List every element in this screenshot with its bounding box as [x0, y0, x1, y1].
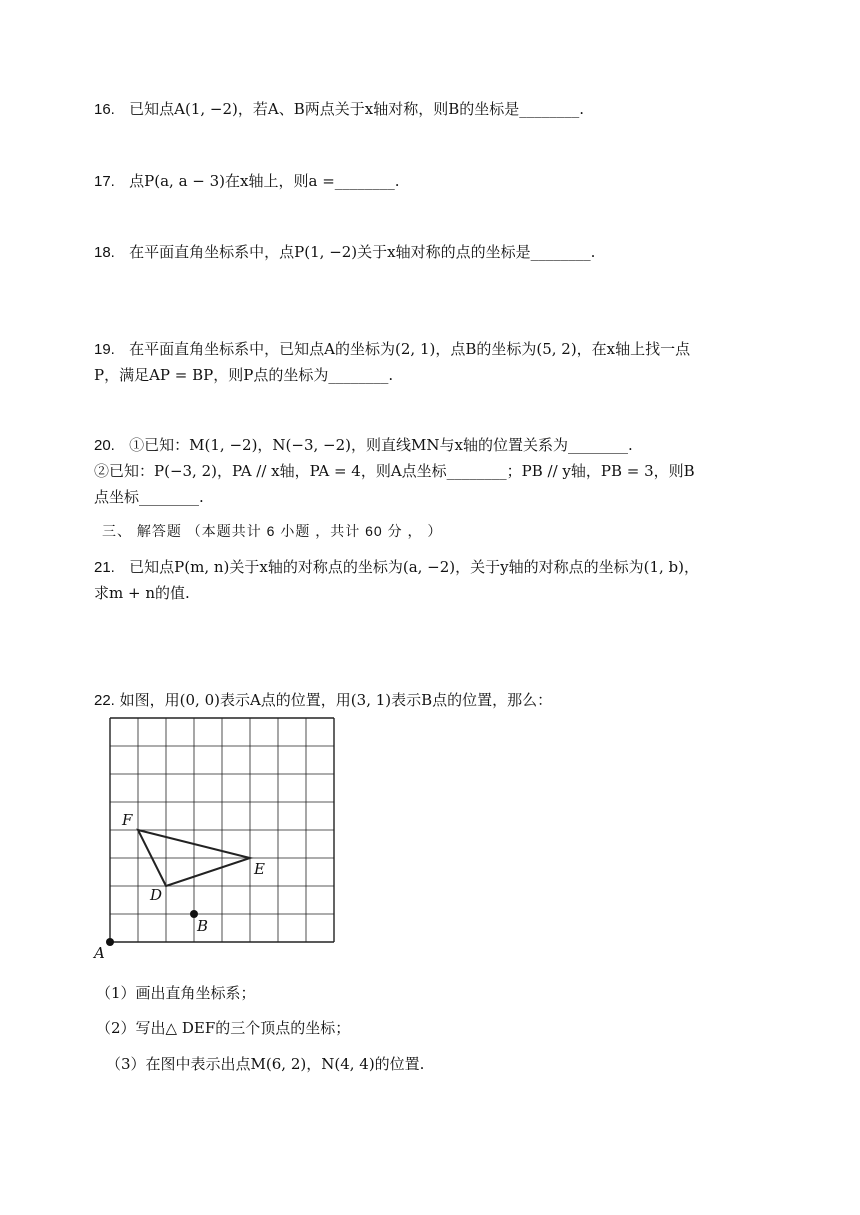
question-text-line2: 求m + n的值.: [94, 584, 190, 602]
question-text-line2: P，满足AP = BP，则P点的坐标为________.: [94, 366, 394, 384]
question-19: [94, 338, 690, 359]
question-number: 18.: [94, 244, 115, 261]
question-16: [94, 98, 584, 119]
question-22: [94, 689, 552, 710]
question-text: 如图，用(0, 0)表示A点的位置，用(3, 1)表示B点的位置，那么：: [119, 691, 553, 709]
question-text: 已知点A(1, −2)，若A、B两点关于x轴对称，则B的坐标是________.: [129, 100, 585, 118]
point-a-dot: [106, 938, 114, 946]
label-f: F: [122, 811, 133, 829]
question-20-part2-cont: [94, 486, 204, 507]
question-text-line2: ②已知：P(−3, 2)，PA // x轴，PA = 4，则A点坐标________；PB // y轴，PB = 3，则B: [94, 462, 695, 480]
question-number: 16.: [94, 101, 115, 118]
label-e: E: [254, 860, 265, 878]
question-number: 22.: [94, 692, 115, 709]
question-21-cont: [94, 582, 190, 603]
question-20: [94, 434, 633, 455]
label-b: B: [197, 917, 209, 935]
question-text-line1: 在平面直角坐标系中，已知点A的坐标为(2, 1)，点B的坐标为(5, 2)，在x轴上找一点: [129, 340, 691, 358]
grid-figure: [92, 710, 342, 960]
figure-labels: [92, 811, 265, 960]
question-text: 在平面直角坐标系中，点P(1, −2)关于x轴对称的点的坐标是________.: [129, 243, 596, 261]
question-20-part2: [94, 460, 695, 481]
question-21: [94, 556, 699, 577]
grid-svg: [92, 710, 342, 960]
question-17: [94, 170, 400, 191]
grid-lines: [110, 718, 334, 942]
question-text-line3: 点坐标________.: [94, 488, 204, 506]
question-text-line1: ①已知：M(1, −2)，N(−3, −2)，则直线MN与x轴的位置关系为________.: [129, 436, 633, 454]
question-text: 点P(a, a − 3)在x轴上，则a =________.: [129, 172, 400, 190]
question-22-sub2: （2）写出△ DEF的三个顶点的坐标；: [96, 1019, 351, 1037]
question-18: [94, 241, 595, 262]
question-22-sub1: （1）画出直角坐标系；: [96, 984, 256, 1002]
question-text-line1: 已知点P(m, n)关于x轴的对称点的坐标为(a, −2)，关于y轴的对称点的坐标为(1, b)，: [129, 558, 700, 576]
figure-shapes: [106, 830, 250, 946]
question-number: 21.: [94, 559, 115, 576]
question-22-sub3: （3）在图中表示出点M(6, 2)，N(4, 4)的位置.: [106, 1055, 425, 1073]
question-19-cont: [94, 364, 393, 385]
label-a: A: [94, 944, 105, 960]
question-number: 19.: [94, 341, 115, 358]
section-heading: 三、 解答题 （本题共计 6 小题 ，共计 60 分 ， ）: [102, 523, 443, 539]
question-number: 17.: [94, 173, 115, 190]
label-d: D: [150, 886, 163, 904]
question-number: 20.: [94, 437, 115, 454]
